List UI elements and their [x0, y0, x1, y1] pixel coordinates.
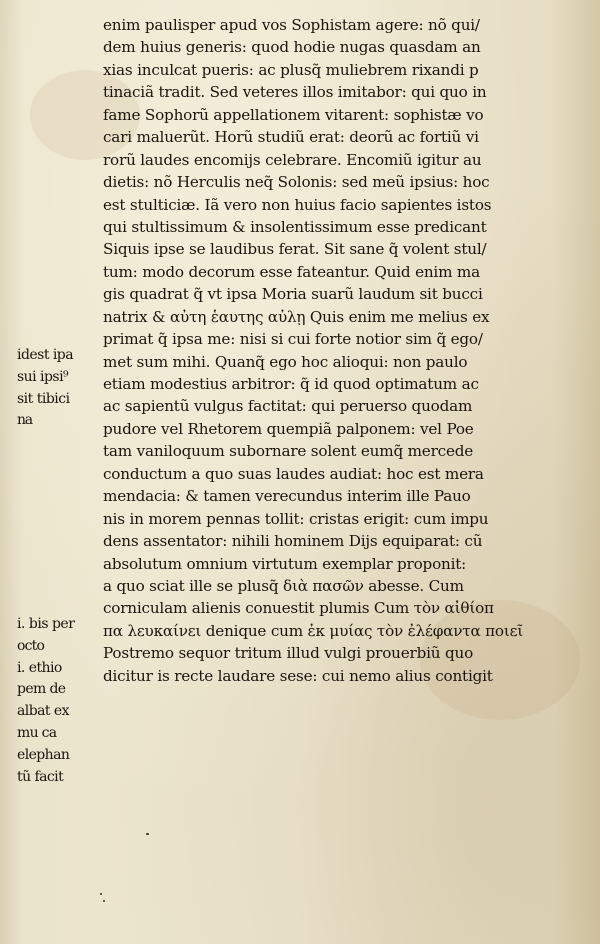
margin-note-line: sui ipsi⁹ [17, 368, 69, 385]
text-line: Siquis ipse se laudibus ferat. Sit sane q̃ volent stul/ [103, 240, 487, 259]
text-line: absolutum omnium virtutum exemplar proponit: [103, 554, 467, 573]
text-line: gis quadrat q̃ vt ipsa Moria suarũ laudum sit bucci [103, 285, 483, 304]
main-text-block [103, 14, 583, 687]
margin-note-line: na [17, 412, 32, 429]
text-line: primat q̃ ipsa me: nisi si cui forte notior sim q̃ ego/ [103, 330, 483, 349]
text-line: qui stultissimum & insolentissimum esse predicant [103, 217, 487, 236]
margin-note-line: pem de [17, 681, 66, 698]
text-line: ac sapientũ vulgus factitat: qui peruerso quodam [103, 397, 473, 416]
text-line: corniculam alienis conuestit plumis Cum τὸν αἰθίοπ [103, 599, 494, 618]
margin-note-line: idest ipa [17, 347, 74, 363]
ink-speck [100, 893, 102, 895]
text-line: mendacia: & tamen verecundus interim ille Pauo [103, 487, 471, 506]
margin-note-ethiopem [17, 614, 103, 788]
text-line: rorũ laudes encomijs celebrare. Encomiũ igitur au [103, 150, 482, 169]
text-line: a quo sciat ille se plusq̃ διὰ πασῶν abesse. Cum [103, 576, 464, 595]
text-line: dem huius generis: quod hodie nugas quasdam an [103, 38, 481, 57]
text-line: pudore vel Rhetorem quempiã palponem: vel Poe [103, 419, 474, 438]
text-line: dens assentator: nihili hominem Dijs equiparat: cũ [103, 532, 483, 551]
ink-speck [103, 900, 105, 902]
text-line: fame Sophorũ appellationem vitarent: sophistæ vo [103, 105, 484, 124]
margin-note-line: elephan [17, 746, 70, 763]
text-line: tum: modo decorum esse fateantur. Quid enim ma [103, 262, 480, 281]
text-line: met sum mihi. Quanq̃ ego hoc alioqui: non paulo [103, 352, 468, 371]
margin-note-line: octo [17, 637, 45, 654]
text-line: etiam modestius arbitror: q̃ id quod optimatum ac [103, 375, 479, 393]
text-line: est stulticiæ. Iã vero non huius facio sapientes istos [103, 195, 492, 214]
text-line: natrix & αὐτη ἑαυτης αὐλῃ Quis enim me melius ex [103, 307, 490, 326]
margin-note-line: albat ex [17, 703, 69, 720]
text-line: cari maluerũt. Horũ studiũ erat: deorũ ac fortiũ vi [103, 128, 479, 147]
margin-note-tibicina [17, 345, 103, 432]
text-line: conductum a quo suas laudes audiat: hoc est mera [103, 464, 484, 483]
text-line: dicitur is recte laudare sese: cui nemo alius contigit [103, 666, 493, 685]
margin-note-line: i. bis per [17, 616, 75, 632]
text-line: tinaciã tradit. Sed veteres illos imitabor: qui quo in [103, 83, 487, 102]
margin-note-line: i. ethio [17, 659, 62, 676]
margin-note-line: tũ facit [17, 768, 64, 785]
text-line: πα λευκαίνει denique cum ἐκ μυίας τὸν ἐλέφαντα ποιεῖ [103, 621, 524, 640]
text-line: tam vaniloquum subornare solent eumq̃ mercede [103, 442, 474, 461]
ink-speck [146, 833, 149, 835]
margin-note-line: mu ca [17, 724, 57, 741]
text-line: dietis: nõ Herculis neq̃ Solonis: sed meũ ipsius: hoc [103, 173, 490, 192]
text-line: nis in morem pennas tollit: cristas erigit: cum impu [103, 509, 489, 528]
text-line: Postremo sequor tritum illud vulgi prouerbiũ quo [103, 644, 474, 663]
margin-note-line: sit tibici [17, 390, 70, 407]
text-line: xias inculcat pueris: ac plusq̃ muliebrem rixandi p [103, 60, 479, 79]
text-line: enim paulisper apud vos Sophistam agere: nõ qui/ [103, 16, 480, 34]
